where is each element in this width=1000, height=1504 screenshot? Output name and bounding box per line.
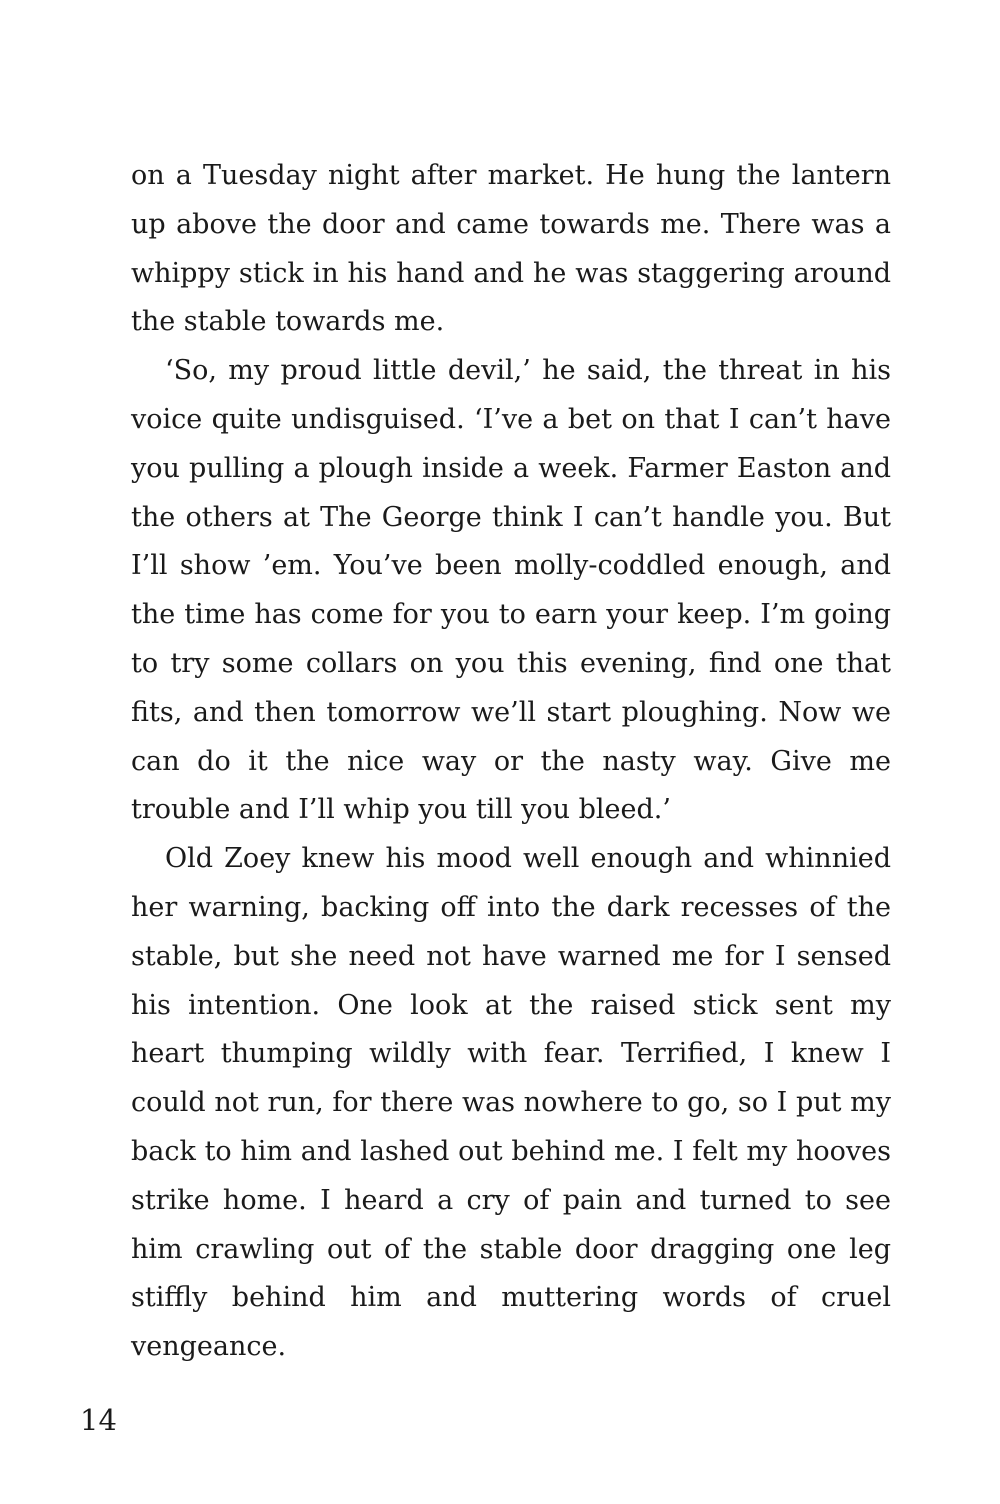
paragraph-narrative: Old Zoey knew his mood well enough and whinnied her warning, backing off into the dark recesses of the stable, but she need not have warned me for I sensed his intention. One look at the raised stick sent my heart thumping wildly with fear. Terrified, I knew I could not run, for there was nowhere to go, so I put my back to him and lashed out behind me. I felt my hooves strike home. I heard a cry of pain and turned to see him crawling out of the stable door dragging one leg stiffly behind him and muttering words of cruel vengeance.	[131, 843, 891, 1363]
page-number: 14	[80, 1403, 117, 1437]
paragraph-continued: on a Tuesday night after market. He hung the lantern up above the door and came towards me. There was a whippy stick in his hand and he was staggering around the stable towards me.	[131, 160, 891, 338]
paragraph-dialogue: ‘So, my proud little devil,’ he said, the threat in his voice quite undisguised. ‘I’ve a bet on that I can’t have you pulling a plough inside a week. Farmer Easton and the others at The George think I can’t handle you. But I’ll show ’em. You’ve been molly-coddled enough, and the time has come for you to earn your keep. I’m going to try some collars on you this evening, find one that fits, and then tomorrow we’ll start ploughing. Now we can do it the nice way or the nasty way. Give me trouble and I’ll whip you till you bleed.’	[131, 355, 891, 826]
body-text	[131, 152, 891, 1372]
